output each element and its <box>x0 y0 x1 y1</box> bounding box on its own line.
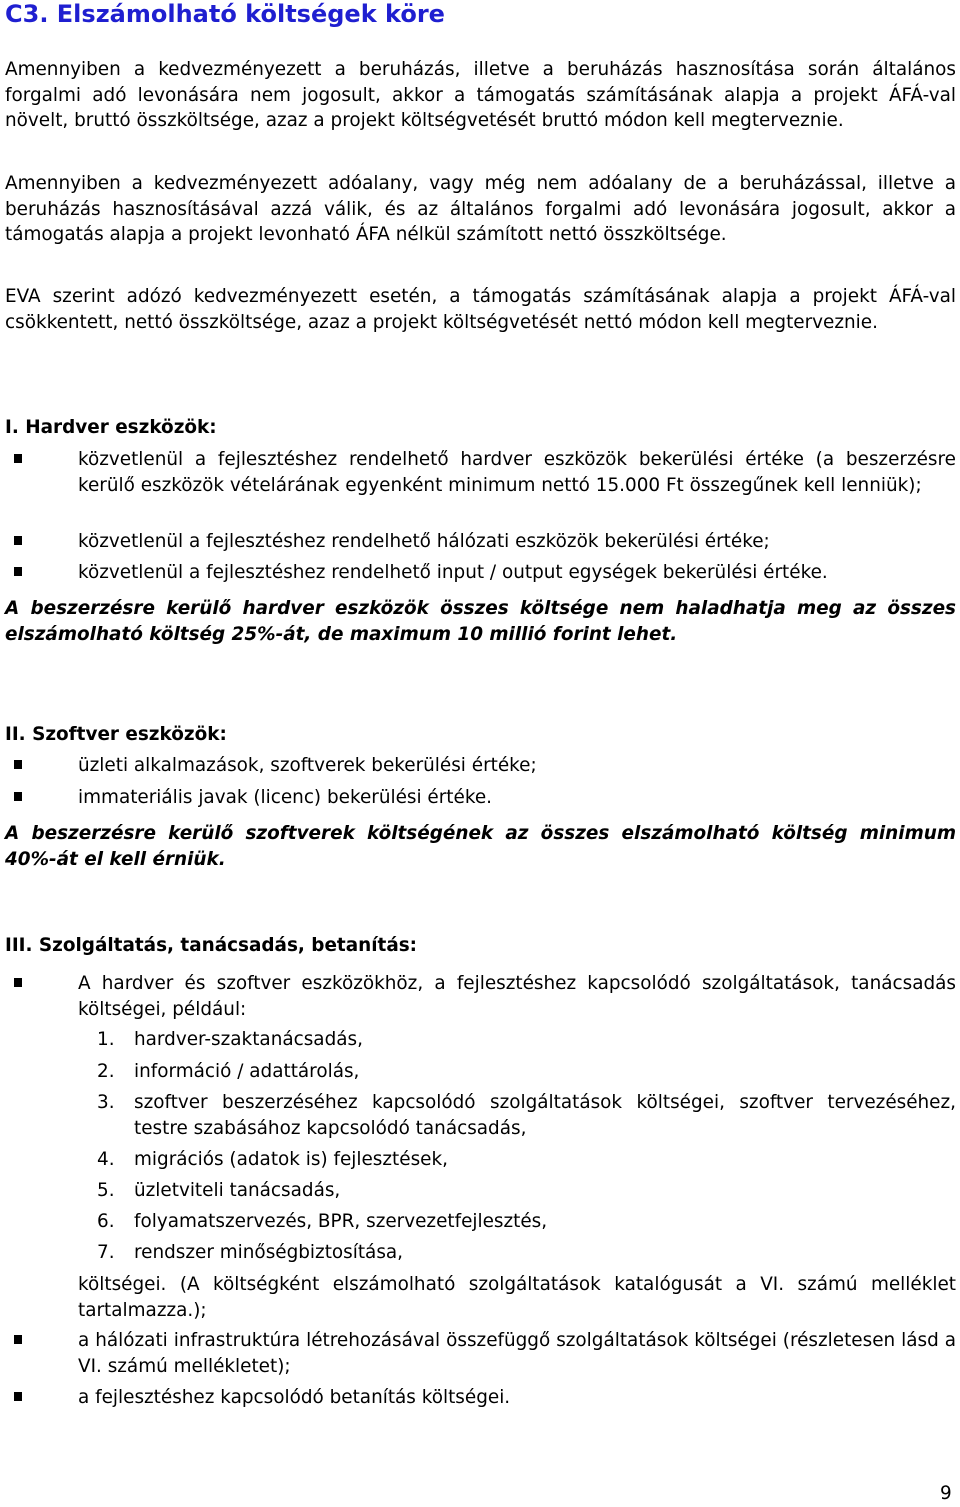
numbered-item-number: 4. <box>97 1149 115 1170</box>
software-note: A beszerzésre kerülő szoftverek költségének az összes elszámolható költség minimum 40%-át el kell érniük. <box>5 823 956 870</box>
numbered-item-text: hardver-szaktanácsadás, <box>134 1029 363 1050</box>
hardware-item-text: közvetlenül a fejlesztéshez rendelhető input / output egységek bekerülési értéke. <box>78 562 828 583</box>
hardware-heading: I. Hardver eszközök: <box>5 417 217 438</box>
hardware-note: A beszerzésre kerülő hardver eszközök összes költsége nem haladhatja meg az összes elszámolható költség 25%-át, de maximum 10 millió forint lehet. <box>5 598 956 645</box>
numbered-item-number: 7. <box>97 1242 115 1263</box>
numbered-item-text: rendszer minőségbiztosítása, <box>134 1242 404 1263</box>
numbered-item-number: 5. <box>97 1180 115 1201</box>
numbered-item-number: 3. <box>97 1092 115 1113</box>
page-number: 9 <box>940 1483 952 1504</box>
hardware-item-text: közvetlenül a fejlesztéshez rendelhető hardver eszközök bekerülési értéke (a beszerzésre kerülő eszközök vételárának egyenként minimum nettó 15.000 Ft összegűnek kell lenniük); <box>78 449 956 496</box>
intro-paragraph-2: Amennyiben a kedvezményezett adóalany, vagy még nem adóalany de a beruházással, illetve a beruházás hasznosításával azzá válik, és az általános forgalmi adó levonására jogosult, akkor a támogatás alapja a projekt levonható ÁFA nélkül számított nettó összköltsége. <box>5 173 956 246</box>
software-heading: II. Szoftver eszközök: <box>5 724 227 745</box>
numbered-item-number: 6. <box>97 1211 115 1232</box>
software-item-text: immateriális javak (licenc) bekerülési értéke. <box>78 787 492 808</box>
bullet-square-icon <box>14 567 22 576</box>
numbered-item-number: 1. <box>97 1029 115 1050</box>
bullet-square-icon <box>14 978 22 987</box>
services-item-continuation: költségei. (A költségként elszámolható szolgáltatások katalógusát a VI. számú melléklet tartalmazza.); <box>78 1274 956 1321</box>
services-item-text: A hardver és szoftver eszközökhöz, a fejlesztéshez kapcsolódó szolgáltatások, tanácsadás költségei, például: <box>78 973 956 1020</box>
bullet-square-icon <box>14 1335 22 1344</box>
bullet-square-icon <box>14 760 22 769</box>
software-item-text: üzleti alkalmazások, szoftverek bekerülési értéke; <box>78 755 537 776</box>
services-heading: III. Szolgáltatás, tanácsadás, betanítás: <box>5 935 418 956</box>
numbered-item-text: folyamatszervezés, BPR, szervezetfejlesztés, <box>134 1211 548 1232</box>
numbered-item-number: 2. <box>97 1061 115 1082</box>
services-item-text: a hálózati infrastruktúra létrehozásával összefüggő szolgáltatások költségei (részletesen lásd a VI. számú mellékletet); <box>78 1330 956 1377</box>
bullet-square-icon <box>14 454 22 463</box>
section-title: C3. Elszámolható költségek köre <box>5 0 445 28</box>
bullet-square-icon <box>14 792 22 801</box>
intro-paragraph-3: EVA szerint adózó kedvezményezett esetén, a támogatás számításának alapja a projekt ÁFÁ-val csökkentett, nettó összköltsége, azaz a projekt költségvetését nettó módon kell megterveznie. <box>5 286 956 333</box>
numbered-item-text: migrációs (adatok is) fejlesztések, <box>134 1149 448 1170</box>
hardware-item-text: közvetlenül a fejlesztéshez rendelhető hálózati eszközök bekerülési értéke; <box>78 531 770 552</box>
bullet-square-icon <box>14 1392 22 1401</box>
numbered-item-text: üzletviteli tanácsadás, <box>134 1180 341 1201</box>
numbered-item-text: szoftver beszerzéséhez kapcsolódó szolgáltatások költségei, szoftver tervezéséhez, testre szabásához kapcsolódó tanácsadás, <box>134 1092 956 1139</box>
services-item-text: a fejlesztéshez kapcsolódó betanítás költségei. <box>78 1387 511 1408</box>
intro-paragraph-1: Amennyiben a kedvezményezett a beruházás, illetve a beruházás hasznosítása során általános forgalmi adó levonására nem jogosult, akkor a támogatás számításának alapja a projekt ÁFÁ-val növelt, bruttó összköltsége, azaz a projekt költségvetését bruttó módon kell megterveznie. <box>5 59 956 132</box>
bullet-square-icon <box>14 536 22 545</box>
numbered-item-text: információ / adattárolás, <box>134 1061 360 1082</box>
